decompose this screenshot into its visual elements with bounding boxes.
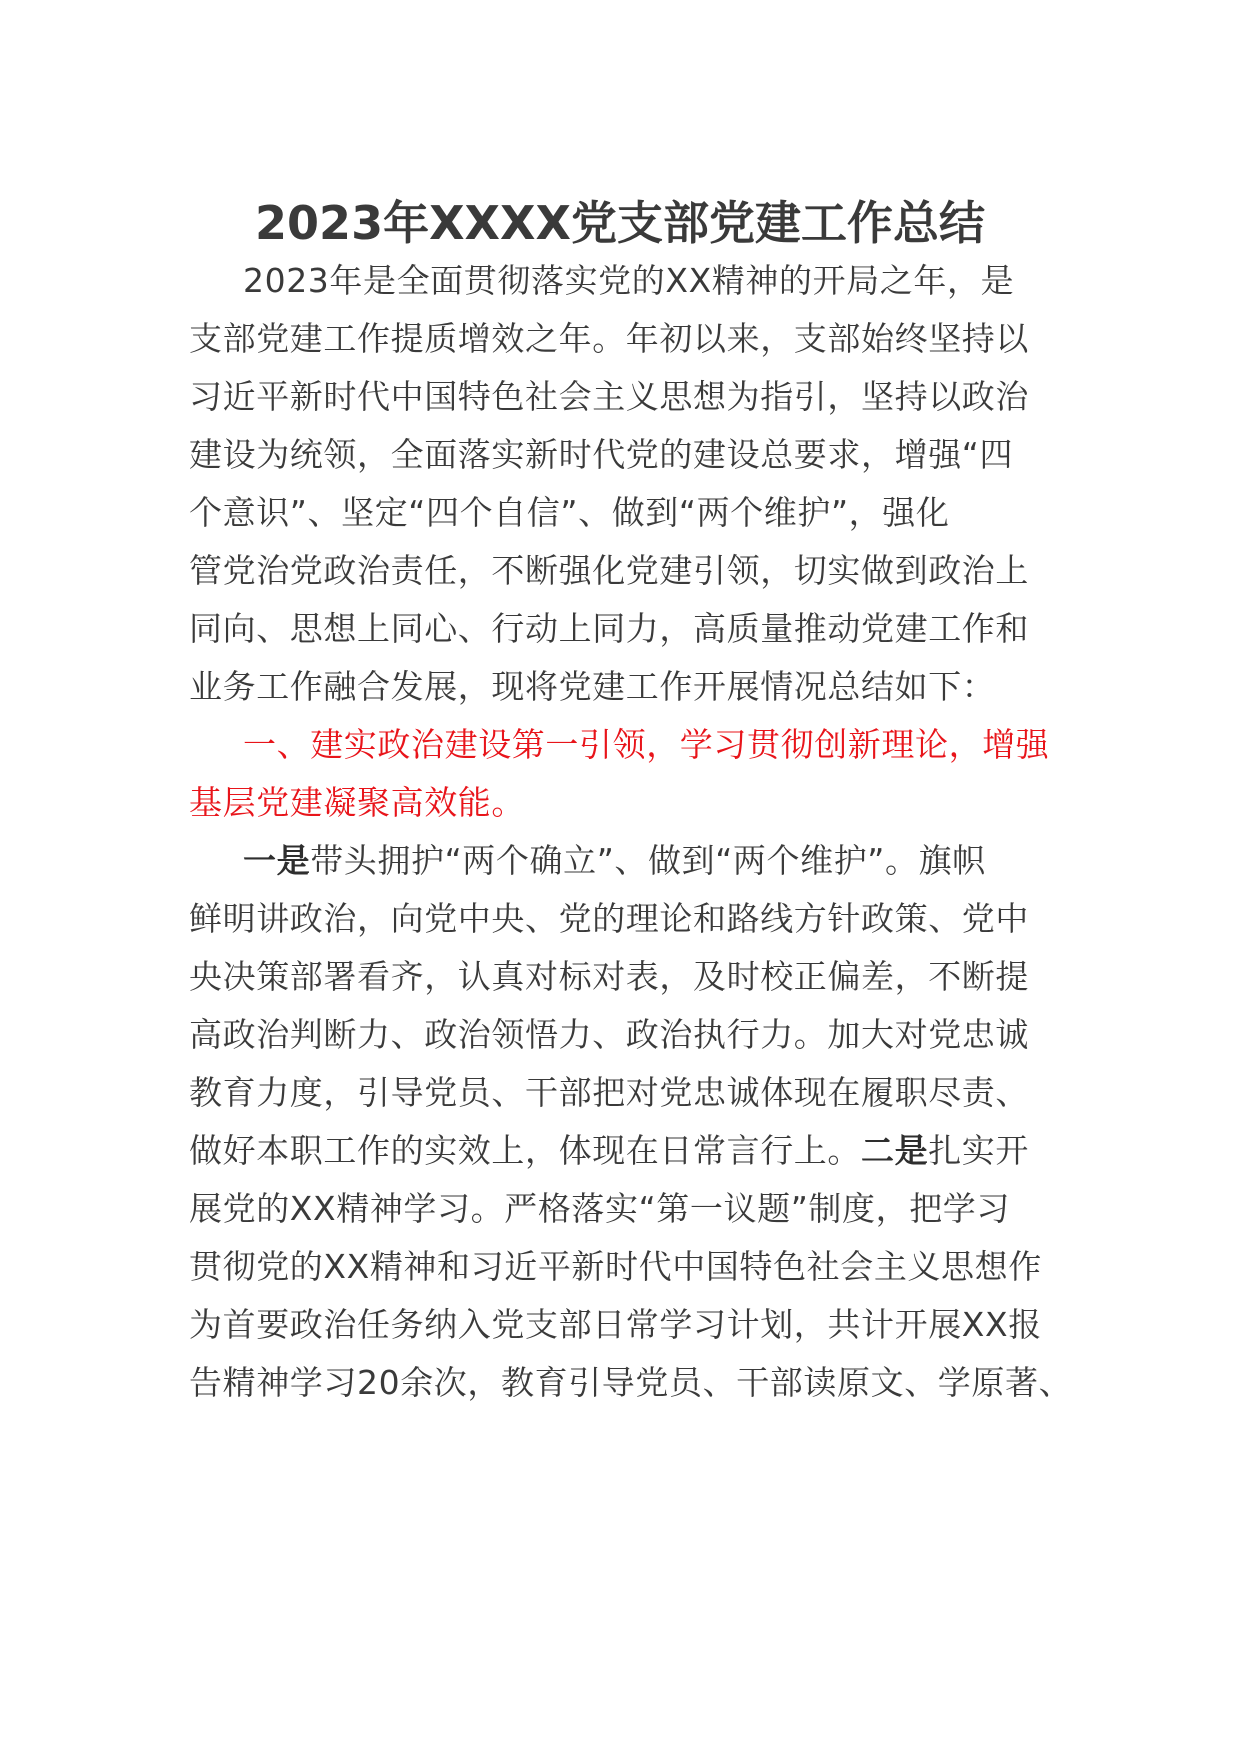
point-two-first-text: 扎实开 bbox=[928, 1131, 1030, 1170]
intro-line: 支部党建工作提质增效之年。年初以来，支部始终坚持以 bbox=[189, 319, 1029, 358]
point-one-first-line bbox=[243, 828, 986, 893]
paragraph-line: 贯彻党的XX精神和习近平新时代中国特色社会主义思想作 bbox=[189, 1247, 1042, 1286]
paragraph-line: 鲜明讲政治，向党中央、党的理论和路线方针政策、党中 bbox=[189, 899, 1029, 938]
intro-line: 习近平新时代中国特色社会主义思想为指引，坚持以政治 bbox=[189, 377, 1029, 416]
paragraph-line: 为首要政治任务纳入党支部日常学习计划，共计开展XX报 bbox=[189, 1305, 1042, 1344]
section-heading-line: 一、建实政治建设第一引领，学习贯彻创新理论，增强 bbox=[243, 725, 1050, 764]
paragraph-line: 教育力度，引导党员、干部把对党忠诚体现在履职尽责、 bbox=[189, 1073, 1029, 1112]
point-two-label: 二是 bbox=[861, 1131, 929, 1170]
point-one-last-text: 做好本职工作的实效上，体现在日常言行上。 bbox=[189, 1131, 861, 1170]
paragraph-line: 展党的XX精神学习。严格落实“第一议题”制度，把学习 bbox=[189, 1189, 1011, 1228]
intro-line: 业务工作融合发展，现将党建工作开展情况总结如下： bbox=[189, 667, 996, 706]
intro-line: 管党治党政治责任，不断强化党建引领，切实做到政治上 bbox=[189, 551, 1029, 590]
paragraph-line: 高政治判断力、政治领悟力、政治执行力。加大对党忠诚 bbox=[189, 1015, 1029, 1054]
intro-line: 个意识”、坚定“四个自信”、做到“两个维护”，强化 bbox=[189, 493, 950, 532]
intro-line: 建设为统领，全面落实新时代党的建设总要求，增强“四 bbox=[189, 435, 1014, 474]
paragraph-line: 告精神学习20余次，教育引导党员、干部读原文、学原著、 bbox=[189, 1363, 1073, 1402]
intro-line: 2023年是全面贯彻落实党的XX精神的开局之年，是 bbox=[243, 261, 1015, 300]
paragraph-line: 央决策部署看齐，认真对标对表，及时校正偏差，不断提 bbox=[189, 957, 1029, 996]
document-title: 2023年XXXX党支部党建工作总结 bbox=[255, 196, 985, 250]
point-two-start-line bbox=[189, 1118, 1029, 1183]
point-one-label: 一是 bbox=[243, 841, 311, 880]
point-one-first-text: 带头拥护“两个确立”、做到“两个维护”。旗帜 bbox=[310, 841, 986, 880]
intro-line: 同向、思想上同心、行动上同力，高质量推动党建工作和 bbox=[189, 609, 1029, 648]
section-heading-line: 基层党建凝聚高效能。 bbox=[189, 783, 525, 822]
